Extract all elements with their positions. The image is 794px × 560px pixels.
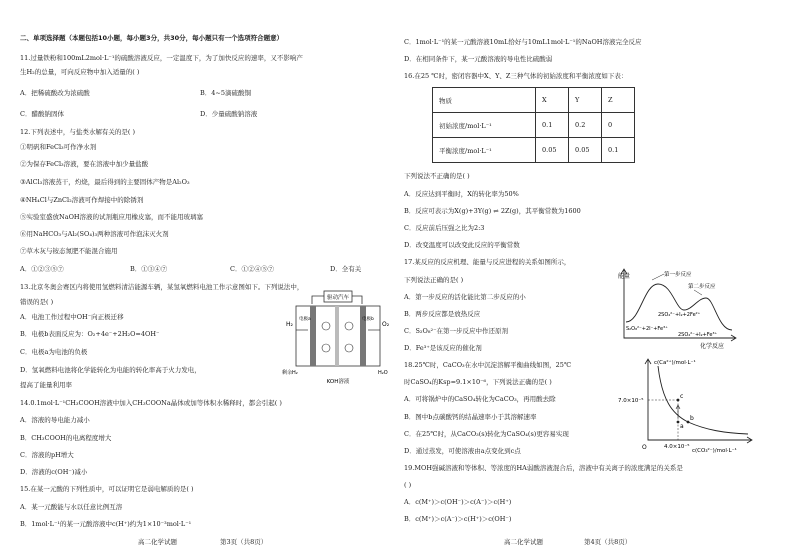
table-header-cell: Y (569, 88, 602, 113)
table-cell: 初始浓度/mol·L⁻¹ (433, 113, 536, 138)
ksp-curve (658, 366, 748, 434)
q18-stem-line2: 时CaSO₄的Ksp=9.1×10⁻⁶，下列说法正确的是( ) (404, 378, 552, 386)
q13-stem-line1: 13.北京冬奥会赛区内将使用氢燃料清洁能源车辆，某氢氧燃料电池工作示意图如下。下列说法中， (20, 283, 304, 291)
q12-option-c: C．①②④⑤⑦ (230, 265, 274, 273)
car-motor-label: 驱动汽车 (326, 295, 350, 301)
footer-course-right: 高二化学试题 (504, 538, 543, 546)
left-column (20, 0, 392, 560)
electrode-b (360, 306, 366, 366)
footer-page-left: 第3页（共8页） (220, 538, 268, 546)
q12-item-1: ①明矾和FeCl₃可作净水剂 (20, 143, 97, 151)
h2-inlet-label: H₂ (286, 321, 293, 328)
table-cell: 平衡浓度/mol·L⁻¹ (433, 138, 536, 163)
footer-page-right: 第4页（共8页） (584, 538, 632, 546)
q19-option-a: A．c(M⁺)＞c(OH⁻)＞c(A⁻)＞c(H⁺) (404, 498, 512, 506)
q14-stem: 14.0.1mol·L⁻¹CH₃COOH溶液中加入CH₃COONa晶体或加等体积水稀释时，都会引起( ) (20, 399, 282, 407)
q17-option-c: C．S₂O₈²⁻在第一步反应中作还原剂 (404, 327, 509, 335)
q16-option-b: B．反应可表示为X(g)+3Y(g) ⇌ 2Z(g)，其平衡常数为1600 (404, 207, 581, 215)
q18-option-d: D．通过蒸发，可使溶液由a点变化到c点 (404, 447, 521, 455)
q12-item-3: ③AlCl₃溶液蒸干，灼烧，最后得到的主要固体产物是Al₂O₃ (20, 178, 190, 186)
table-cell: 0.05 (569, 138, 602, 163)
q15-option-a: A．某一元酸能与水以任意比例互溶 (20, 503, 123, 511)
q11-option-c: C．醋酸钠固体 (20, 110, 64, 118)
point-a (677, 421, 680, 424)
fuel-cell-diagram (282, 290, 394, 386)
q11-option-b: B．4~5滴硫酸铜 (200, 89, 251, 97)
o2-inlet-label: O₂ (382, 321, 390, 328)
q12-item-5: ⑤实验室盛放NaOH溶液的试剂瓶应用橡皮塞，而不能用玻璃塞 (20, 213, 204, 221)
table-header-cell: 物质 (433, 88, 536, 113)
solubility-curve-diagram (618, 356, 760, 454)
co3-axis-label: c(CO₃²⁻)/mol·L⁻¹ (692, 448, 737, 454)
point-c (677, 399, 680, 402)
exhaust-h2o-label: H₂O (378, 370, 388, 376)
q12-item-4: ④NH₄Cl与ZnCl₂溶液可作焊接中的除锈剂 (20, 196, 144, 204)
step2-label: 第二步反应 (688, 284, 716, 290)
q13-option-c: C．电极a为电池的负极 (20, 348, 88, 356)
q11-stem-line1: 11.过量铁粉和100mL2mol·L⁻¹的硫酸溶液反应，一定温度下，为了加快反应的速率，又不影响产 (20, 54, 303, 62)
q12-option-d: D．全有关 (330, 265, 362, 273)
point-b-label: b (690, 415, 694, 422)
q16-question: 下列说法不正确的是( ) (404, 172, 470, 180)
q12-item-2: ②为保存FeCl₃溶液，要在溶液中加少量盐酸 (20, 160, 149, 168)
membrane (335, 306, 339, 366)
table-header-cell: Z (602, 88, 635, 113)
table-header-cell: X (536, 88, 569, 113)
table-cell: 0 (602, 113, 635, 138)
electrode-a (310, 306, 316, 366)
energy-axis-label: 能量 (618, 273, 631, 280)
exhaust-h2-label: 剩余H₂ (282, 370, 298, 376)
table-cell: 0.1 (602, 138, 635, 163)
q14-option-a: A．溶液的导电能力减小 (20, 416, 90, 424)
energy-profile-diagram (618, 266, 738, 352)
table-cell: 0.2 (569, 113, 602, 138)
q18-option-c: C．在25℃时，从CaCO₃(s)转化为CaSO₄(s)更容易实现 (404, 430, 569, 438)
footer-course-left: 高二化学试题 (138, 538, 177, 546)
q15-option-b: B．1mol·L⁻¹的某一元酸溶液中c(H⁺)约为1×10⁻³mol·L⁻¹ (20, 520, 192, 528)
q12-option-b: B．①③④⑦ (130, 265, 168, 273)
electrolyte-label: KOH溶液 (326, 379, 350, 385)
table-header-row (433, 88, 635, 113)
q12-item-7: ⑦草木灰与铵态氮肥不能混合施用 (20, 247, 118, 255)
origin-label: O (642, 444, 647, 451)
q12-stem: 12.下列表述中，与盐类水解有关的是( ) (20, 128, 135, 136)
q13-option-b: B．电极b表面反应为：O₂+4e⁻+2H₂O=4OH⁻ (20, 330, 160, 338)
q15-option-c: C．1mol·L⁻¹的某一元酸溶液10mL恰好与10mL1mol·L⁻¹的NaOH溶液完全反应 (404, 38, 642, 46)
q11-stem-line2: 生H₂的总量，可向反应物中加入适量的( ) (20, 68, 140, 76)
q13-option-a: A．电池工作过程中OH⁻向正极迁移 (20, 313, 124, 321)
table-row (433, 113, 635, 138)
q14-option-b: B．CH₃COOH的电离程度增大 (20, 434, 112, 442)
q11-option-d: D．少量硫酸钠溶液 (200, 110, 258, 118)
q13-option-d-line2: 提高了能量利用率 (20, 381, 72, 389)
q15-option-d: D．在相同条件下，某一元酸溶液的导电性比硫酸弱 (404, 55, 553, 63)
q14-option-c: C．溶液的pH增大 (20, 451, 74, 459)
q17-stem-line1: 17.某反应的反应机理、能量与反应进程的关系如图所示， (404, 258, 571, 266)
q18-option-a: A．可将锅炉中的CaSO₄转化为CaCO₃，再用酸去除 (404, 395, 556, 403)
q17-option-b: B．两步反应都是放热反应 (404, 310, 481, 318)
q13-option-d-line1: D．氢氧燃料电池将化学能转化为电能的转化率高于火力发电， (20, 366, 201, 374)
energy-curve (626, 284, 732, 330)
q16-concentration-table (432, 87, 635, 163)
x-tick-label: 4.0×10⁻⁵ (664, 444, 690, 450)
ca-axis-label: c(Ca²⁺)/mol·L⁻¹ (654, 360, 696, 366)
q19-paren: ( ) (404, 481, 412, 489)
table-row (433, 138, 635, 163)
q19-stem: 19.MOH强碱溶液和等体积、等浓度的HA弱酸溶液混合后，溶液中有关离子的浓度满足的关系是 (404, 464, 683, 472)
q17-stem-line2: 下列说法正确的是( ) (404, 276, 464, 284)
y-tick-label: 7.0×10⁻⁵ (618, 398, 644, 404)
q16-option-c: C．反应前后压强之比为2:3 (404, 224, 485, 232)
q12-item-6: ⑥用NaHCO₃与Al₂(SO₄)₃两种溶液可作泡沫灭火剂 (20, 230, 169, 238)
right-column (404, 0, 776, 560)
q19-option-b: B．c(M⁺)＞c(A⁻)＞c(H⁺)＞c(OH⁻) (404, 515, 512, 523)
q14-option-d: D．溶液的c(OH⁻)减小 (20, 468, 88, 476)
q16-option-d: D．改变温度可以改变此反应的平衡常数 (404, 241, 520, 249)
electrode-a-label: 电极a (299, 317, 311, 322)
q18-option-b: B．图中b点碳酸钙的结晶速率小于其溶解速率 (404, 413, 537, 421)
electrode-b-label: 电极b (362, 317, 374, 322)
table-cell: 0.05 (536, 138, 569, 163)
point-a-label: a (680, 423, 684, 430)
table-cell: 0.1 (536, 113, 569, 138)
product-label: 2SO₄²⁻+I₂+Fe³⁺ (678, 332, 718, 338)
q17-option-d: D．Fe³⁺是该反应的催化剂 (404, 344, 482, 352)
section-title: 二、单项选择题（本题包括10小题，每小题3分，共30分，每小题只有一个选项符合题意） (20, 34, 284, 42)
q16-stem: 16.在25 ℃时，密闭容器中X、Y、Z三种气体的初始浓度和平衡浓度如下表： (404, 72, 628, 80)
q17-option-a: A．第一步反应的活化能比第二步反应的小 (404, 293, 526, 301)
reactant-label: S₂O₈²⁻+2I⁻+Fe³⁺ (626, 326, 668, 332)
q11-option-a: A．把稀硫酸改为浓硫酸 (20, 89, 90, 97)
q12-option-a: A．①②③⑤⑦ (20, 265, 64, 273)
q15-stem: 15.在某一元酸的下列性质中，可以证明它是弱电解质的是( ) (20, 485, 194, 493)
q18-stem-line1: 18.25℃时，CaCO₃在水中沉淀溶解平衡曲线如图，25℃ (404, 361, 572, 369)
step1-label: 第一步反应 (664, 272, 692, 278)
reaction-axis-label: 化学反应 (700, 343, 725, 350)
q13-stem-line2: 错误的是( ) (20, 298, 54, 306)
point-c-label: c (680, 393, 684, 400)
intermediate-label: 2SO₄²⁻+I₂+2Fe²⁺ (658, 312, 701, 318)
point-b (687, 421, 690, 424)
q16-option-a: A．反应达到平衡时，X的转化率为50% (404, 190, 519, 198)
